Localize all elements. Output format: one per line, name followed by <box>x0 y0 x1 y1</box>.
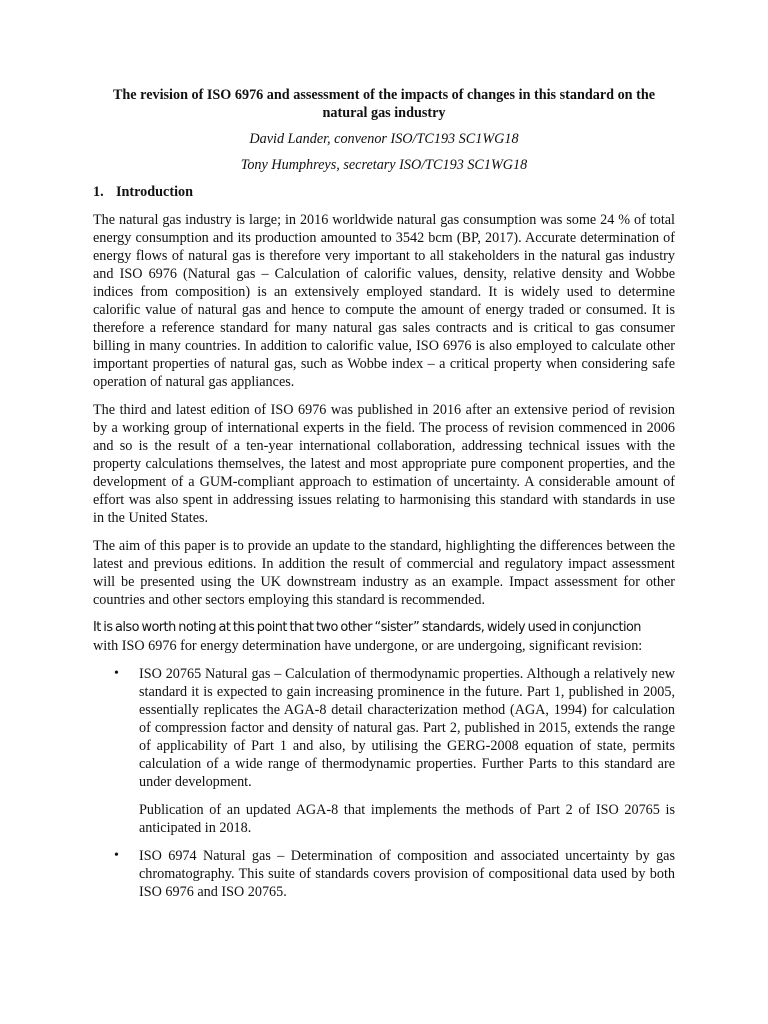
list-item <box>93 665 675 837</box>
paper-title: The revision of ISO 6976 and assessment of the impacts of changes in this standard on the natural gas industry <box>112 87 656 121</box>
paragraph-2: The third and latest edition of ISO 6976 was published in 2016 after an extensive period of revision by a working group of international experts in the field. The process of revision commenced in 2006 and so is the result of a ten-year international collaboration, addressing technical issues with the property calculations themselves, the latest and most appropriate pure component properties, and the development of a GUM-compliant approach to estimation of uncertainty. A considerable amount of effort was also spent in addressing issues relating to harmonising this standard with standards in use in the United States. <box>93 402 675 526</box>
author-line-2: Tony Humphreys, secretary ISO/TC193 SC1WG18 <box>240 157 528 173</box>
bullet-icon: • <box>114 848 119 863</box>
paragraph-4-line-1: It is also worth noting at this point that two other “sister” standards, widely used in conjunction <box>93 620 641 635</box>
paragraph-1: The natural gas industry is large; in 2016 worldwide natural gas consumption was some 24 % of total energy consumption and its production amounted to 3542 bcm (BP, 2017). Accurate determination of energy flows of natural gas is therefore very important to all stakeholders in the natural gas industry and ISO 6976 (Natural gas – Calculation of calorific values, density, relative density and Wobbe indices from composition) is an extensively employed standard. It is widely used to determine calorific value of natural gas and hence to compute the amount of energy traded or consumed. It is therefore a reference standard for many natural gas sales contracts and is critical to gas consumer billing in many countries. In addition to calorific value, ISO 6976 is also employed to calculate other important properties of natural gas, such as Wobbe index – a critical property when considering safe operation of natural gas appliances. <box>93 212 675 390</box>
section-heading <box>93 183 675 201</box>
bullet-text: ISO 20765 Natural gas – Calculation of thermodynamic properties. Although a relatively new standard it is expected to gain increasing prominence in the future. Part 1, published in 2005, essentially replicates the AGA-8 detail characterization method (AGA, 1994) for calculation of compression factor and density of natural gas. Part 2, published in 2015, extends the range of applicability of Part 1 and also, by utilising the GERG-2008 equation of state, permits calculation of a wide range of thermodynamic properties. Further Parts to this standard are under development. <box>139 666 675 790</box>
bullet-sub-paragraph: Publication of an updated AGA-8 that implements the methods of Part 2 of ISO 20765 is anticipated in 2018. <box>139 802 675 836</box>
author-line-1: David Lander, convenor ISO/TC193 SC1WG18 <box>249 131 519 147</box>
paragraph-3: The aim of this paper is to provide an update to the standard, highlighting the differences between the latest and previous editions. In addition the result of commercial and regulatory impact assessment will be presented using the UK downstream industry as an example. Impact assessment for other countries and other sectors employing this standard is recommended. <box>93 538 675 608</box>
bullet-text: ISO 6974 Natural gas – Determination of composition and associated uncertainty by gas chromatography. This suite of standards covers provision of compositional data used by both ISO 6976 and ISO 20765. <box>139 848 675 900</box>
bullet-list <box>93 665 675 901</box>
list-item <box>93 847 675 901</box>
bullet-icon: • <box>114 666 119 681</box>
section-number: 1. <box>93 184 104 200</box>
paragraph-4: with ISO 6976 for energy determination have undergone, or are undergoing, significant revision: <box>93 638 643 654</box>
section-title: Introduction <box>116 184 193 200</box>
